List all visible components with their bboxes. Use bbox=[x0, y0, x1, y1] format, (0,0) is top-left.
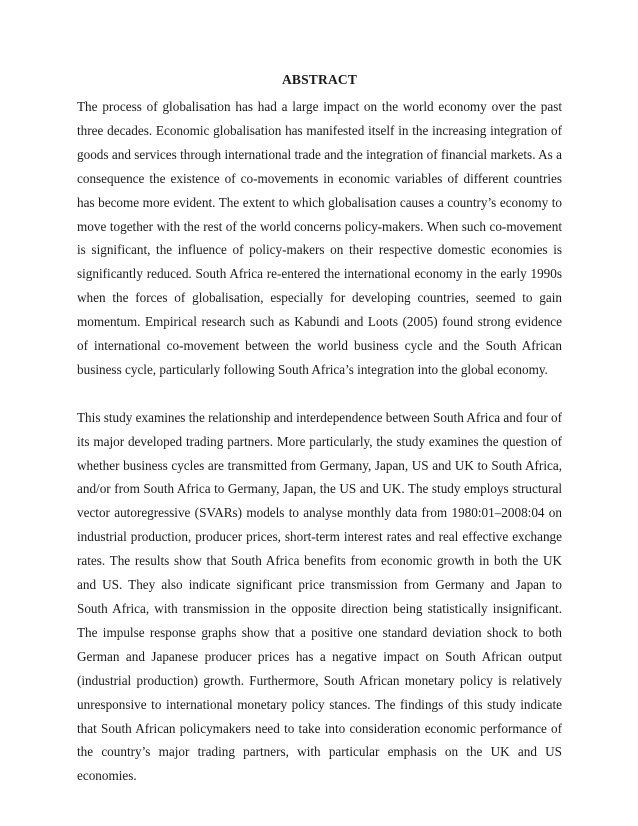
abstract-heading: ABSTRACT bbox=[281, 72, 358, 87]
abstract-paragraph-1: The process of globalisation has had a large impact on the world economy over the past three decades. Economic globalisation has manifested itself in the increasing integration of goods and services through international trade and the integration of financial markets. As a consequence the existence of co-movements in economic variables of different countries has become more evident. The extent to which globalisation causes a country’s economy to move together with the rest of the world concerns policy-makers. When such co-movement is significant, the influence of policy-makers on their respective domestic economies is significantly reduced. South Africa re-entered the international economy in the early 1990s when the forces of globalisation, especially for developing countries, seemed to gain momentum. Empirical research such as Kabundi and Loots (2005) found strong evidence of international co-movement between the world business cycle and the South African business cycle, particularly following South Africa’s integration into the global economy. bbox=[77, 99, 562, 377]
abstract-paragraph-2: This study examines the relationship and interdependence between South Africa and four of its major developed trading partners. More particularly, the study examines the question of whether business cycles are transmitted from Germany, Japan, US and UK to South Africa, and/or from South Africa to Germany, Japan, the US and UK. The study employs structural vector autoregressive (SVARs) models to analyse monthly data from 1980:01–2008:04 on industrial production, producer prices, short-term interest rates and real effective exchange rates. The results show that South Africa benefits from economic growth in both the UK and US. They also indicate significant price transmission from Germany and Japan to South Africa, with transmission in the opposite direction being statistically insignificant. The impulse response graphs show that a positive one standard deviation shock to both German and Japanese producer prices has a negative impact on South African output (industrial production) growth. Furthermore, South African monetary policy is relatively unresponsive to international monetary policy stances. The findings of this study indicate that South African policymakers need to take into consideration economic performance of the country’s major trading partners, with particular emphasis on the UK and US economies. bbox=[77, 409, 562, 784]
